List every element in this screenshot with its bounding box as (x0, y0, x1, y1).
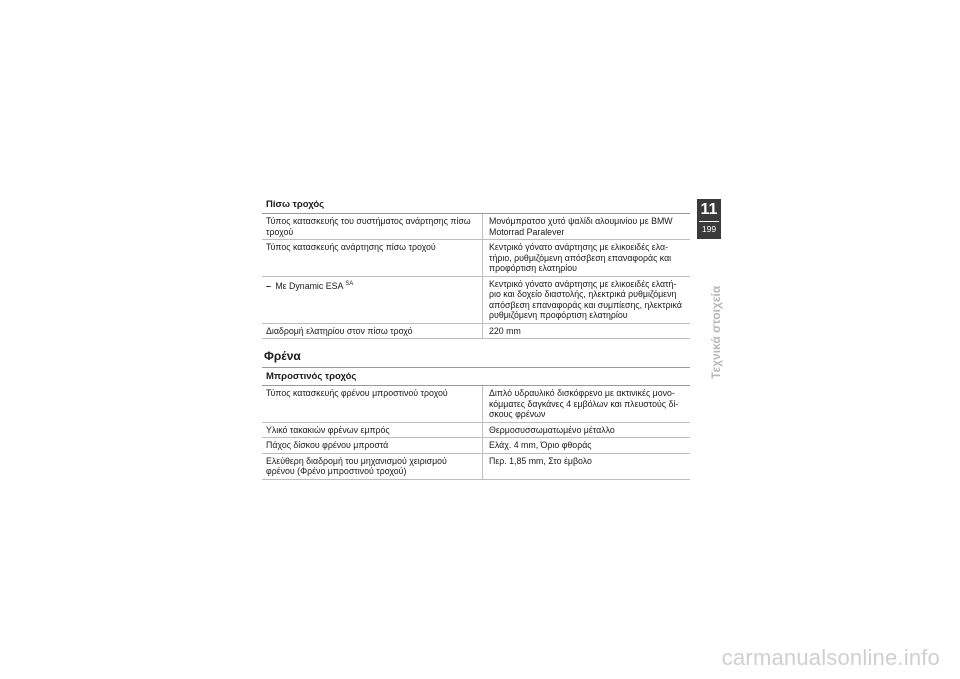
sa-superscript: SA (345, 280, 354, 287)
front-wheel-title: Μπροστινός τροχός (262, 369, 690, 386)
row-label: Ελεύθερη διαδρομή του μηχανισμού χειρισμού φρένου (Φρένο μπροστινού τροχού) (262, 454, 483, 479)
row-value: 220 mm (489, 325, 521, 336)
row-label: Με Dynamic ESA (275, 280, 343, 291)
table-row (262, 324, 690, 340)
table-row (262, 423, 690, 439)
row-label-sub (262, 277, 483, 323)
chapter-number: 11 (700, 201, 718, 218)
table-row (262, 214, 690, 240)
row-label: Υλικό τακακιών φρένων εμπρός (262, 423, 483, 438)
watermark: carmanualsonline.info (721, 645, 940, 670)
row-label: Τύπος κατασκευής ανάρτησης πίσω τροχού (262, 240, 483, 276)
chapter-marker (697, 199, 721, 239)
side-chapter-label (689, 249, 729, 389)
table-row (262, 277, 690, 324)
row-value: Κεντρικό γόνατο ανάρτησης με ελικοειδές ελατή-ριο και δοχείο διαστολής, ηλεκτρικά ρυθμιζόμενη απόσβεση επαναφοράς και συμπίεσης, ηλεκτρικά ρυθμιζόμενη προφόρτιση ελατηρίου (489, 278, 682, 320)
table-row (262, 240, 690, 277)
row-value: Μονόμπρατσο χυτό ψαλίδι αλουμινίου με BMW Motorrad Paralever (489, 216, 673, 237)
row-label: Τύπος κατασκευής φρένου μπροστινού τροχού (262, 386, 483, 422)
row-value: Θερμοσυσσωματωμένο μέταλλο (489, 424, 615, 435)
row-label: Διαδρομή ελατηρίου στον πίσω τροχό (262, 324, 483, 339)
spec-content (262, 197, 690, 480)
row-value: Κεντρικό γόνατο ανάρτησης με ελικοειδές ελα-τήριο, ρυθμιζόμενη απόσβεση επαναφοράς και προφόρτιση ελατηρίου (489, 242, 672, 273)
table-row (262, 438, 690, 454)
page-number: 199 (701, 224, 717, 234)
row-label: Τύπος κατασκευής του συστήματος ανάρτησης πίσω τροχού (262, 214, 483, 239)
row-value: Ελάχ. 4 mm, Όριο φθοράς (489, 440, 592, 450)
row-label: Πάχος δίσκου φρένου μπροστά (262, 438, 483, 453)
rear-wheel-title: Πίσω τροχός (262, 197, 690, 214)
table-row (262, 386, 690, 423)
chapter-title-vertical: Τεχνικά στοιχεία (709, 285, 723, 379)
brakes-heading: Φρένα (262, 339, 690, 368)
table-row (262, 454, 690, 480)
row-value: Διπλό υδραυλικό δισκόφρενο με ακτινικές μονο-κόμματες δαγκάνες 4 εμβόλων και πλευστούς δί-σκους φρένων (489, 388, 679, 419)
dash-marker: – (266, 280, 271, 291)
row-value: Περ. 1,85 mm, Στο έμβολο (489, 455, 592, 466)
